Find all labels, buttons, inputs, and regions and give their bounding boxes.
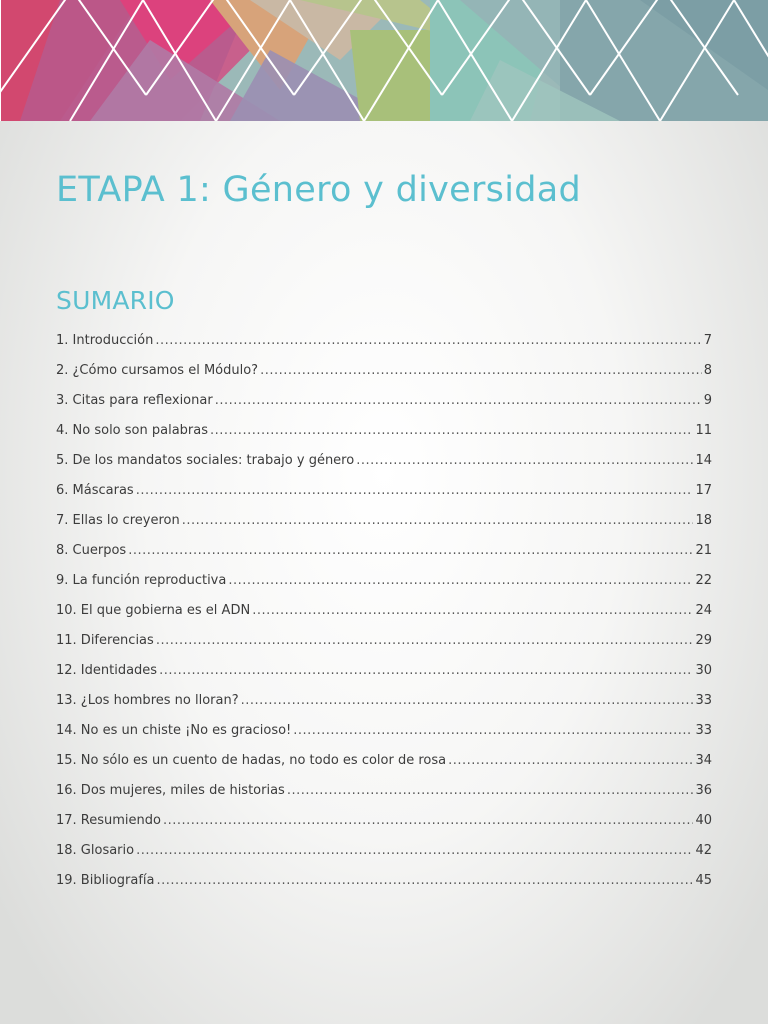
page-title: ETAPA 1: Género y diversidad (56, 170, 582, 210)
decorative-header-banner (0, 0, 768, 121)
toc-entry (56, 539, 712, 569)
toc-entry-label: 19. Bibliografía (56, 873, 155, 888)
toc-entry-label: 17. Resumiendo (56, 813, 161, 828)
toc-entry (56, 719, 712, 749)
toc-entry (56, 779, 712, 809)
toc-entry-page-number: 8 (703, 363, 712, 378)
toc-dot-leader (155, 329, 701, 353)
toc-entry-label: 14. No es un chiste ¡No es gracioso! (56, 723, 292, 738)
toc-dot-leader (210, 419, 693, 443)
toc-entry (56, 449, 712, 479)
toc-entry-label: 3. Citas para reflexionar (56, 393, 213, 408)
toc-entry (56, 659, 712, 689)
toc-dot-leader (128, 539, 693, 563)
toc-entry (56, 359, 712, 389)
toc-entry (56, 599, 712, 629)
toc-entry-page-number: 45 (695, 873, 712, 888)
toc-dot-leader (260, 359, 702, 383)
toc-entry-page-number: 18 (695, 513, 712, 528)
toc-entry-label: 13. ¿Los hombres no lloran? (56, 693, 239, 708)
toc-dot-leader (448, 749, 693, 773)
toc-entry (56, 509, 712, 539)
toc-entry-label: 16. Dos mujeres, miles de historias (56, 783, 285, 798)
toc-entry-page-number: 21 (695, 543, 712, 558)
toc-dot-leader (287, 779, 694, 803)
toc-dot-leader (241, 689, 694, 713)
toc-entry-label: 5. De los mandatos sociales: trabajo y género (56, 453, 355, 468)
toc-dot-leader (156, 869, 693, 893)
toc-dot-leader (293, 719, 693, 743)
toc-dot-leader (156, 629, 694, 653)
toc-entry-label: 7. Ellas lo creyeron (56, 513, 180, 528)
toc-dot-leader (136, 479, 694, 503)
toc-entry-page-number: 7 (703, 333, 712, 348)
toc-entry-page-number: 29 (695, 633, 712, 648)
toc-entry-label: 10. El que gobierna es el ADN (56, 603, 251, 618)
geometric-pattern-graphic (0, 0, 768, 121)
toc-dot-leader (159, 659, 693, 683)
toc-entry-page-number: 34 (695, 753, 712, 768)
toc-entry-page-number: 11 (695, 423, 712, 438)
toc-entry (56, 419, 712, 449)
toc-entry (56, 689, 712, 719)
toc-entry (56, 569, 712, 599)
toc-entry-page-number: 17 (695, 483, 712, 498)
toc-entry-page-number: 9 (703, 393, 712, 408)
toc-dot-leader (252, 599, 693, 623)
toc-entry-label: 4. No solo son palabras (56, 423, 209, 438)
toc-entry-label: 6. Máscaras (56, 483, 134, 498)
toc-dot-leader (215, 389, 702, 413)
toc-entry-label: 18. Glosario (56, 843, 135, 858)
toc-entry-page-number: 24 (695, 603, 712, 618)
toc-dot-leader (356, 449, 693, 473)
toc-entry (56, 329, 712, 359)
toc-entry-label: 8. Cuerpos (56, 543, 127, 558)
toc-entry-label: 2. ¿Cómo cursamos el Módulo? (56, 363, 259, 378)
toc-entry-page-number: 30 (695, 663, 712, 678)
toc-entry-page-number: 40 (695, 813, 712, 828)
toc-entry-page-number: 22 (695, 573, 712, 588)
toc-entry-label: 15. No sólo es un cuento de hadas, no todo es color de rosa (56, 753, 447, 768)
toc-heading: SUMARIO (56, 286, 175, 315)
toc-entry (56, 389, 712, 419)
toc-dot-leader (182, 509, 694, 533)
toc-entry (56, 809, 712, 839)
table-of-contents (56, 329, 712, 899)
toc-entry (56, 749, 712, 779)
toc-dot-leader (136, 839, 693, 863)
toc-entry-page-number: 36 (695, 783, 712, 798)
toc-entry (56, 629, 712, 659)
toc-dot-leader (163, 809, 693, 833)
toc-entry-page-number: 14 (695, 453, 712, 468)
toc-entry (56, 839, 712, 869)
toc-entry-label: 1. Introducción (56, 333, 154, 348)
toc-dot-leader (228, 569, 693, 593)
toc-entry-page-number: 33 (695, 723, 712, 738)
toc-entry-label: 12. Identidades (56, 663, 158, 678)
toc-entry-label: 11. Diferencias (56, 633, 154, 648)
toc-entry (56, 869, 712, 899)
toc-entry-page-number: 42 (695, 843, 712, 858)
toc-entry-label: 9. La función reproductiva (56, 573, 227, 588)
toc-entry-page-number: 33 (695, 693, 712, 708)
toc-entry (56, 479, 712, 509)
